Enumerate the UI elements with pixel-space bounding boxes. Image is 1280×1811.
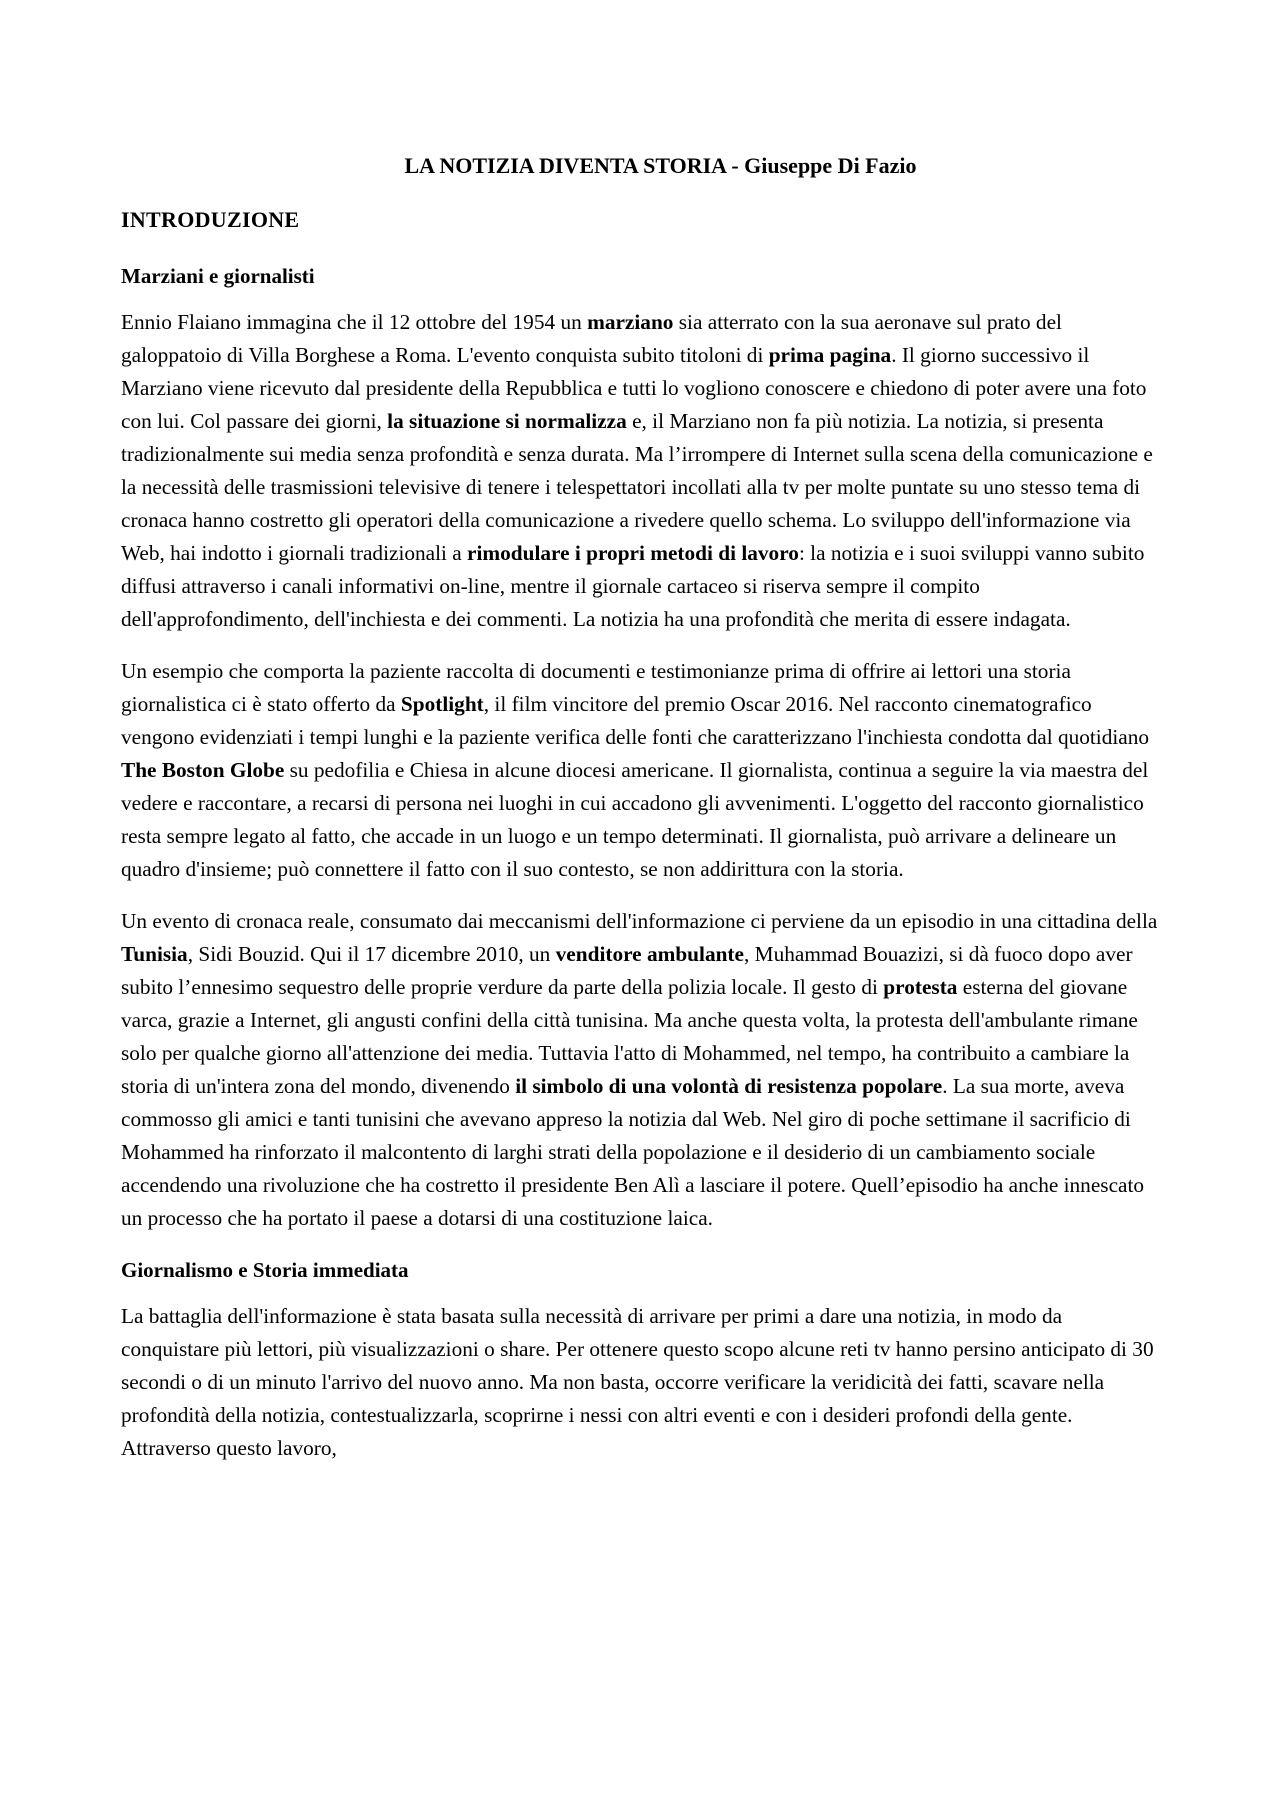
bold-text-run: marziano (587, 310, 674, 334)
bold-text-run: protesta (883, 975, 958, 999)
paragraph-tunisia (121, 905, 1162, 1235)
paragraph-spotlight (121, 655, 1162, 886)
text-run: esterna del giovane varca, grazie a Internet, gli angusti confini della città tunisina. Ma anche questa volta, la protesta dell'ambulante rimane solo per qualche giorno all'attenzione dei media. Tuttavia l'atto di Mohammed, nel tempo, ha contribuito a cambiare la storia di un'intera zona del mondo, divenendo (121, 975, 1138, 1098)
text-run: Un evento di cronaca reale, consumato dai meccanismi dell'informazione ci perviene da un episodio in una cittadina della (121, 909, 1158, 933)
text-run: Ennio Flaiano immagina che il 12 ottobre del 1954 un (121, 310, 588, 334)
paragraph-battaglia-informazione (121, 1300, 1162, 1465)
bold-text-run: Spotlight (400, 692, 484, 716)
text-run: La battaglia dell'informazione è stata basata sulla necessità di arrivare per primi a dare una notizia, in modo da conquistare più lettori, più visualizzazioni o share. Per ottenere questo scopo alcune reti tv hanno persino anticipato di 30 secondi o di un minuto l'arrivo del nuovo anno. Ma non basta, occorre verificare la veridicità dei fatti, scavare nella profondità della notizia, contestualizzarla, scoprirne i nessi con altri eventi e con i desideri profondi della gente. Attraverso questo lavoro, (121, 1304, 1154, 1460)
bold-text-run: venditore ambulante (555, 942, 744, 966)
bold-text-run: Tunisia (121, 942, 188, 966)
section-heading-introduzione: INTRODUZIONE (121, 207, 300, 232)
text-run: sia atterrato con la sua aeronave sul prato del galoppatoio di Villa Borghese a Roma. L'evento conquista subito titoloni di (121, 310, 1062, 367)
text-run: . La sua morte, aveva commosso gli amici e tanti tunisini che avevano appreso la notizia dal Web. Nel giro di poche settimane il sacrificio di Mohammed ha rinforzato il malcontento di larghi strati della popolazione e il desiderio di un cambiamento sociale accendendo una rivoluzione che ha costretto il presidente Ben Alì a lasciare il potere. Quell’episodio ha anche innescato un processo che ha portato il paese a dotarsi di una costituzione laica. (121, 1074, 1145, 1230)
text-run: , Muhammad Bouazizi, si dà fuoco dopo aver subito l’ennesimo sequestro delle proprie verdure da parte della polizia locale. Il gesto di (121, 942, 1133, 999)
bold-text-run: il simbolo di una volontà di resistenza popolare (515, 1074, 943, 1098)
text-run: : la notizia e i suoi sviluppi vanno subito diffusi attraverso i canali informativi on-line, mentre il giornale cartaceo si riserva sempre il compito dell'approfondimento, dell'inchiesta e dei commenti. La notizia ha una profondità che merita di essere indagata. (121, 541, 1145, 631)
text-run: , il film vincitore del premio Oscar 2016. Nel racconto cinematografico vengono evidenziati i tempi lunghi e la paziente verifica delle fonti che caratterizzano l'inchiesta condotta dal quotidiano (121, 692, 1150, 749)
bold-text-run: The Boston Globe (121, 758, 285, 782)
subsection-heading-giornalismo: Giornalismo e Storia immediata (121, 1258, 409, 1282)
bold-text-run: la situazione si normalizza (387, 409, 627, 433)
text-run: su pedofilia e Chiesa in alcune diocesi americane. Il giornalista, continua a seguire la via maestra del vedere e raccontare, a recarsi di persona nei luoghi in cui accadono gli avvenimenti. L'oggetto del racconto giornalistico resta sempre legato al fatto, che accade in un luogo e un tempo determinati. Il giornalista, può arrivare a delineare un quadro d'insieme; può connettere il fatto con il suo contesto, se non addirittura con la storia. (121, 758, 1149, 881)
text-run: . Il giorno successivo il Marziano viene ricevuto dal presidente della Repubblica e tutti lo vogliono conoscere e chiedono di poter avere una foto con lui. Col passare dei giorni, (121, 343, 1147, 433)
bold-text-run: prima pagina (768, 343, 892, 367)
document-title: LA NOTIZIA DIVENTA STORIA - Giuseppe Di Fazio (404, 153, 917, 178)
text-run: e, il Marziano non fa più notizia. La notizia, si presenta tradizionalmente sui media senza profondità e senza durata. Ma l’irrompere di Internet sulla scena della comunicazione e la necessità delle trasmissioni televisive di tenere i telespettatori incollati alla tv per molte puntate su uno stesso tema di cronaca hanno costretto gli operatori della comunicazione a rivedere quello schema. Lo sviluppo dell'informazione via Web, hai indotto i giornali tradizionali a (121, 409, 1153, 565)
bold-text-run: rimodulare i propri metodi di lavoro (467, 541, 799, 565)
paragraph-marziano (121, 306, 1162, 636)
text-run: , Sidi Bouzid. Qui il 17 dicembre 2010, un (187, 942, 556, 966)
subsection-heading-marziani: Marziani e giornalisti (121, 264, 315, 288)
text-run: Un esempio che comporta la paziente raccolta di documenti e testimonianze prima di offrire ai lettori una storia giornalistica ci è stato offerto da (121, 659, 1071, 716)
